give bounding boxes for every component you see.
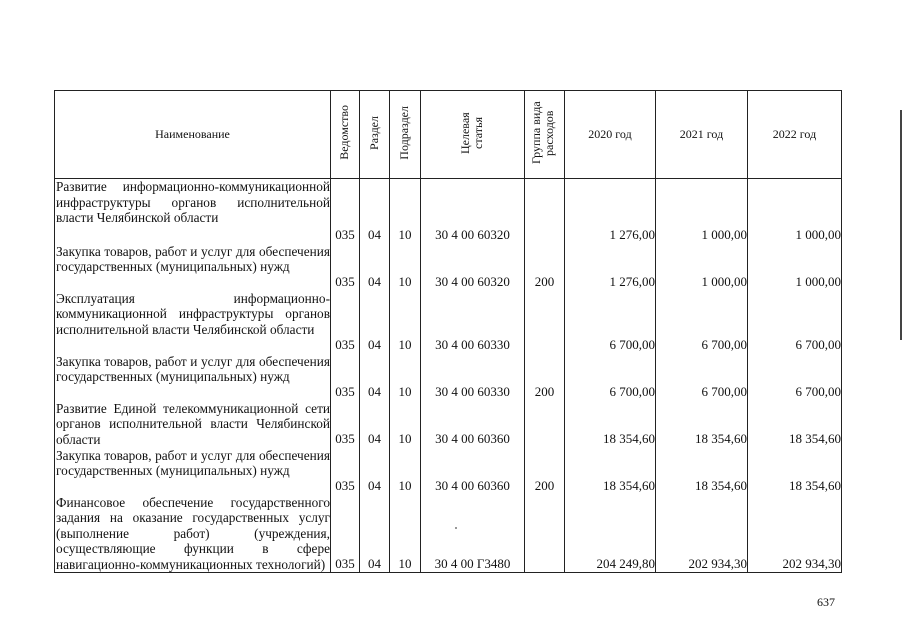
header-target: Целевая статья [421,91,525,179]
table-row [55,448,842,495]
row-exp-group [525,401,565,448]
budget-table [54,90,842,573]
row-2020: 6 700,00 [565,291,656,354]
row-2020: 18 354,60 [565,401,656,448]
row-section: 04 [360,179,390,244]
row-exp-group: 200 [525,354,565,401]
header-2022: 2022 год [748,91,842,179]
row-2020: 1 276,00 [565,244,656,291]
row-exp-group: 200 [525,244,565,291]
table-row [55,401,842,448]
header-name: Наименование [55,91,331,179]
row-section: 04 [360,495,390,573]
row-2021: 18 354,60 [656,448,748,495]
row-section: 04 [360,354,390,401]
row-2021: 6 700,00 [656,354,748,401]
header-row [55,91,842,179]
row-2020: 6 700,00 [565,354,656,401]
row-name: Закупка товаров, работ и услуг для обеспечения государственных (муниципальных) нужд [55,354,331,401]
row-dept: 035 [331,495,360,573]
row-dept: 035 [331,179,360,244]
row-2022: 6 700,00 [748,354,842,401]
table-row [55,354,842,401]
row-target: 30 4 00 Г3480 [421,495,525,573]
row-target: 30 4 00 60360 [421,401,525,448]
row-name: Закупка товаров, работ и услуг для обеспечения государственных (муниципальных) нужд [55,448,331,495]
header-subsection: Подраздел [390,91,421,179]
row-name: Закупка товаров, работ и услуг для обеспечения государственных (муниципальных) нужд [55,244,331,291]
row-section: 04 [360,401,390,448]
row-exp-group [525,495,565,573]
row-subsection: 10 [390,401,421,448]
row-section: 04 [360,448,390,495]
row-subsection: 10 [390,244,421,291]
row-name: Развитие Единой телекоммуникационной сети органов исполнительной власти Челябинской области [56,400,330,447]
table-row [55,244,842,291]
row-2021: 1 000,00 [656,179,748,244]
table-row [55,495,842,573]
row-target: 30 4 00 60330 [421,291,525,354]
header-dept: Ведомство [331,91,360,179]
row-2020: 18 354,60 [565,448,656,495]
row-dept: 035 [331,401,360,448]
row-subsection: 10 [390,448,421,495]
row-subsection: 10 [390,179,421,244]
row-2022: 202 934,30 [748,495,842,573]
row-section: 04 [360,244,390,291]
row-2020: 1 276,00 [565,179,656,244]
row-name: Эксплуатация информационно-коммуникационной инфраструктуры органов исполнительной власти Челябинской области [55,291,331,354]
row-target: 30 4 00 60320 [421,179,525,244]
row-target: 30 4 00 60320 [421,244,525,291]
row-2021: 18 354,60 [656,401,748,448]
header-exp-group: Группа вида расходов [525,91,565,179]
row-section: 04 [360,291,390,354]
row-subsection: 10 [390,354,421,401]
row-target: 30 4 00 60360 [421,448,525,495]
header-2020: 2020 год [565,91,656,179]
row-2020: 204 249,80 [565,495,656,573]
header-section: Раздел [360,91,390,179]
row-dept: 035 [331,448,360,495]
row-target: 30 4 00 60330 [421,354,525,401]
row-subsection: 10 [390,495,421,573]
row-dept: 035 [331,244,360,291]
row-dept: 035 [331,291,360,354]
row-2022: 1 000,00 [748,179,842,244]
row-2022: 18 354,60 [748,448,842,495]
row-2022: 6 700,00 [748,291,842,354]
page-number: 637 [817,595,835,609]
row-subsection: 10 [390,291,421,354]
row-dept: 035 [331,354,360,401]
row-2022: 1 000,00 [748,244,842,291]
row-2021: 1 000,00 [656,244,748,291]
row-exp-group [525,291,565,354]
row-2021: 202 934,30 [656,495,748,573]
row-2021: 6 700,00 [656,291,748,354]
table-row [55,179,842,244]
table-row [55,291,842,354]
row-name: Финансовое обеспечение государственного задания на оказание государственных услуг (выполнение работ) (учреждения, осуществляющие функции в сфере навигационно-коммуникационных технологий) [56,494,330,572]
row-exp-group: 200 [525,448,565,495]
header-2021: 2021 год [656,91,748,179]
row-2022: 18 354,60 [748,401,842,448]
row-name: Развитие информационно-коммуникационной инфраструктуры органов исполнительной власти Челябинской области [55,179,331,244]
scan-edge-line [900,110,902,340]
row-exp-group [525,179,565,244]
